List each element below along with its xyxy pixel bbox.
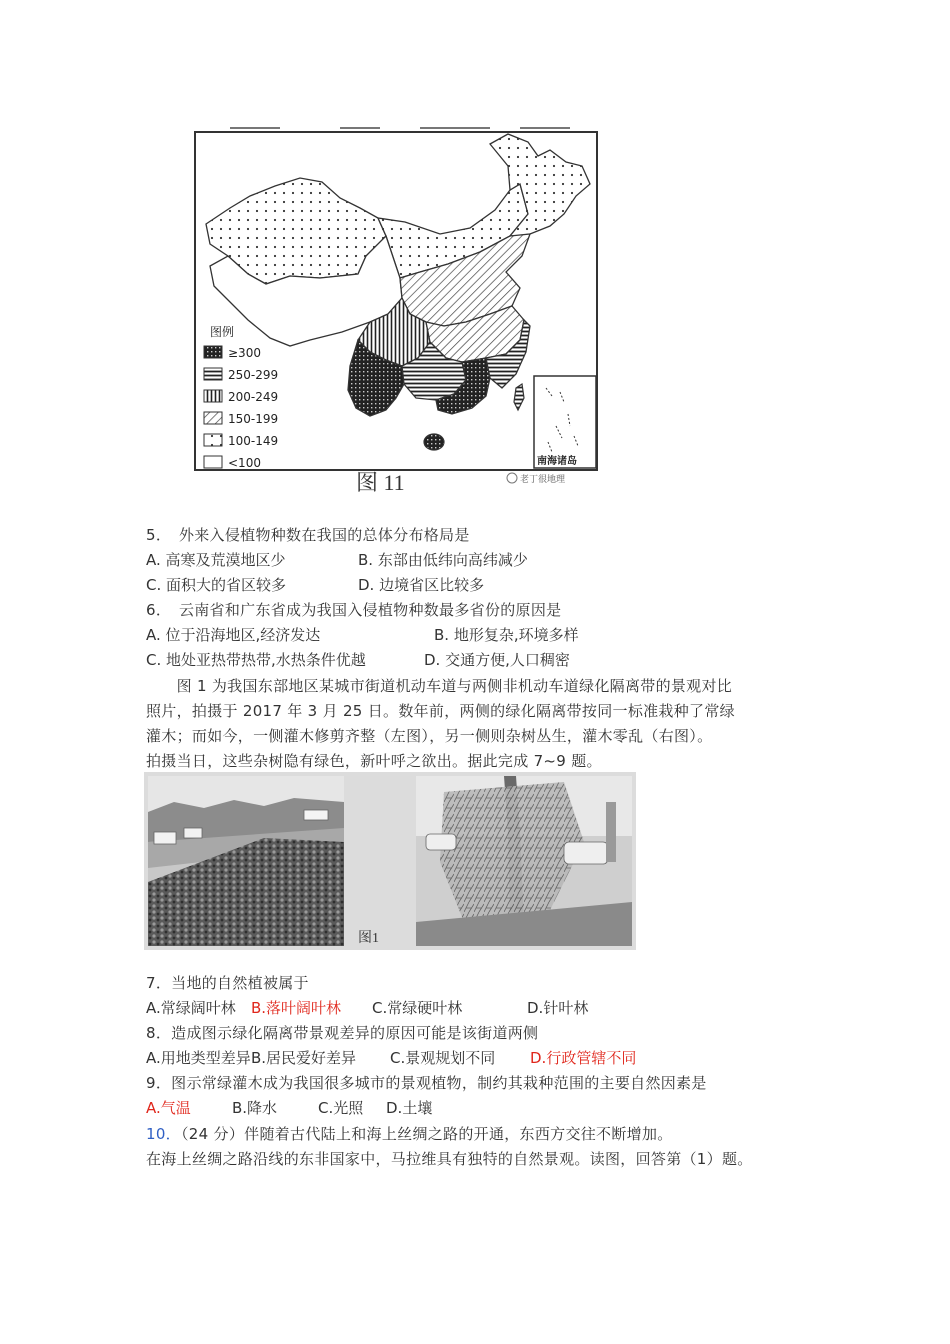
legend-label-4: 150-199 [228,412,279,426]
map-watermark: 老丁很地理 [520,475,566,485]
q7-option-d: D.针叶林 [527,999,589,1017]
q9-option-c: C.光照 [318,1099,364,1117]
legend-swatch-blank [204,456,222,468]
legend-swatch-hlines [204,368,222,380]
q7-option-a: A.常绿阔叶林 [146,999,236,1017]
legend-label-3: 200-249 [228,390,279,404]
legend-swatch-grid [204,346,222,358]
passage-line-1: 图 1 为我国东部地区某城市街道机动车道与两侧非机动车道绿化隔离带的景观对比 [146,677,733,695]
q7-option-c: C.常绿硬叶林 [372,999,463,1017]
passage-line-3: 灌木；而如今，一侧灌木修剪齐整（左图），另一侧则杂树丛生，灌木零乱（右图）。 [146,727,713,745]
region-hainan [424,434,444,450]
q9-option-a-answer: A.气温 [146,1099,191,1117]
q8-option-b: B.居民爱好差异 [251,1049,357,1067]
q7-option-b-answer: B.落叶阔叶林 [251,999,342,1017]
q5-option-c: C. 面积大的省区较多 [146,576,287,594]
legend-swatch-diag [204,412,222,424]
legend-title: 图例 [210,325,235,339]
legend-swatch-vlines [204,390,222,402]
q10-line-1 [146,1123,673,1145]
q6-option-c: C. 地处亚热带热带,水热条件优越 [146,651,366,669]
q5-option-d: D. 边境省区比较多 [358,576,485,594]
legend-label-2: 250-299 [228,368,279,382]
q10-number: 10． [146,1125,181,1143]
map-caption: 图 11 [356,470,405,494]
legend-label-5: 100-149 [228,434,279,448]
q8-option-d-answer: D.行政管辖不同 [530,1049,637,1067]
passage-line-2: 照片，拍摄于 2017 年 3 月 25 日。数年前，两侧的绿化隔离带按同一标准栽种了常绿 [146,702,735,720]
q6-stem: 6． 云南省和广东省成为我国入侵植物种数最多省份的原因是 [146,601,562,619]
q8-option-a: A.用地类型差异 [146,1049,251,1067]
q7-stem: 7．当地的自然植被属于 [146,974,309,992]
q6-option-d: D. 交通方便,人口稠密 [424,651,570,669]
q8-option-c: C.景观规划不同 [390,1049,496,1067]
q9-option-b: B.降水 [232,1099,278,1117]
china-invasive-plant-map [190,126,602,494]
q6-option-a: A. 位于沿海地区,经济发达 [146,626,321,644]
q10-text-1: （24 分）伴随着古代陆上和海上丝绸之路的开通，东西方交往不断增加。 [181,1125,673,1143]
q10-line-2: 在海上丝绸之路沿线的东非国家中，马拉维具有独特的自然景观。读图，回答第（1）题。 [146,1150,753,1168]
inset-label: 南海诸岛 [537,456,577,467]
south-china-sea-inset [534,376,596,468]
legend-swatch-dots [204,434,222,446]
legend-label-1: ≥300 [228,346,261,360]
photo-caption: 图1 [358,931,379,946]
legend-label-6: <100 [228,456,261,470]
q9-stem: 9．图示常绿灌木成为我国很多城市的景观植物，制约其栽种范围的主要自然因素是 [146,1074,707,1092]
q5-stem: 5． 外来入侵植物种数在我国的总体分布格局是 [146,526,470,544]
q5-option-a: A. 高寒及荒漠地区少 [146,551,286,569]
q9-option-d: D.土壤 [386,1099,433,1117]
watermark-icon [507,473,517,483]
q5-option-b: B. 东部由低纬向高纬减少 [358,551,528,569]
street-photo-figure [144,772,636,950]
left-photo-trimmed-shrubs [148,776,344,946]
q8-stem: 8．造成图示绿化隔离带景观差异的原因可能是该街道两侧 [146,1024,539,1042]
right-photo-mixed-trees [416,776,632,946]
q6-option-b: B. 地形复杂,环境多样 [434,626,579,644]
passage-line-4: 拍摄当日，这些杂树隐有绿色，新叶呼之欲出。据此完成 7~9 题。 [146,752,602,770]
